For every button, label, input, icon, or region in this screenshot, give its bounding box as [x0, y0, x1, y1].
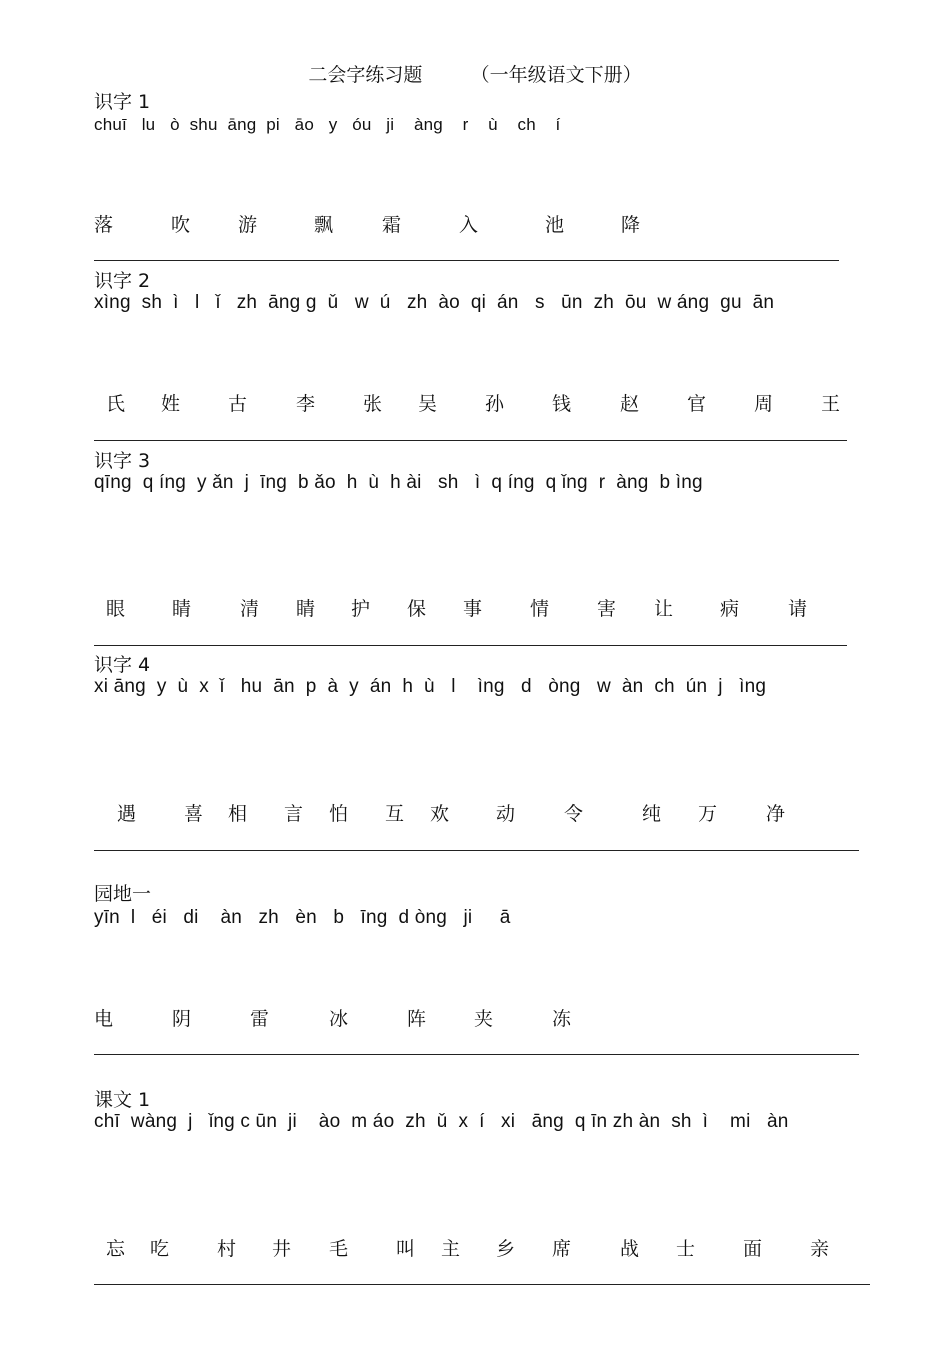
answer-rule: [94, 260, 839, 261]
char: 阴: [172, 1008, 192, 1030]
char: 事: [463, 598, 483, 620]
section-heading: 识字 1: [94, 91, 151, 113]
char: 霜: [382, 214, 402, 236]
char: 遇: [117, 803, 137, 825]
char: 氏: [106, 393, 126, 415]
answer-rule: [94, 850, 859, 851]
char: 毛: [329, 1238, 349, 1260]
char: 钱: [552, 393, 572, 415]
char: 面: [743, 1238, 763, 1260]
char: 周: [754, 393, 774, 415]
char: 病: [720, 598, 740, 620]
char: 请: [788, 598, 808, 620]
char: 让: [654, 598, 674, 620]
char: 喜: [184, 803, 204, 825]
char: 害: [597, 598, 617, 620]
answer-rule: [94, 440, 847, 441]
char: 吹: [171, 214, 191, 236]
char: 保: [407, 598, 427, 620]
char: 欢: [430, 803, 450, 825]
pinyin-line: chī wàng j ǐng c ūn ji ào m áo zh ǔ x í xi āng q īn zh àn sh ì mi àn: [94, 1111, 789, 1132]
char: 赵: [620, 393, 640, 415]
char: 冰: [329, 1008, 349, 1030]
pinyin-line: xìng sh ì l ǐ zh āng g ǔ w ú zh ào qi án s ūn zh ōu w áng gu ān: [94, 292, 775, 313]
char: 情: [530, 598, 550, 620]
char: 冻: [552, 1008, 572, 1030]
char: 席: [552, 1238, 572, 1260]
char: 池: [545, 214, 565, 236]
pinyin-line: chuī lu ò shu āng pi āo y óu ji àng r ù ch í: [94, 115, 561, 134]
char: 忘: [106, 1238, 126, 1260]
char: 眼: [106, 598, 126, 620]
pinyin-line: xi āng y ù x ǐ hu ān p à y án h ù l ìng d òng w àn ch ún j ìng: [94, 676, 767, 697]
char: 王: [821, 393, 841, 415]
char: 官: [687, 393, 707, 415]
char: 亲: [810, 1238, 830, 1260]
answer-rule: [94, 645, 847, 646]
char: 古: [228, 393, 248, 415]
char: 雷: [250, 1008, 270, 1030]
char: 飘: [314, 214, 334, 236]
char: 夹: [474, 1008, 494, 1030]
section-heading: 识字 4: [94, 654, 151, 676]
pinyin-line: qīng q íng y ǎn j īng b ǎo h ù h ài sh ì q íng q ǐng r àng b ìng: [94, 472, 703, 493]
section-heading: 课文 1: [94, 1089, 151, 1111]
char: 乡: [496, 1238, 516, 1260]
pinyin-line: yīn l éi di àn zh èn b īng d òng ji ā: [94, 907, 511, 928]
answer-rule: [94, 1054, 859, 1055]
char: 井: [272, 1238, 292, 1260]
char: 游: [238, 214, 258, 236]
section-heading: 识字 2: [94, 270, 151, 292]
section-heading: 园地一: [94, 883, 152, 905]
char: 张: [363, 393, 383, 415]
char: 怕: [329, 803, 349, 825]
char: 阵: [407, 1008, 427, 1030]
char: 吃: [150, 1238, 170, 1260]
char: 战: [620, 1238, 640, 1260]
char: 姓: [161, 393, 181, 415]
char: 李: [296, 393, 316, 415]
char: 护: [351, 598, 371, 620]
char: 孙: [485, 393, 505, 415]
char: 清: [240, 598, 260, 620]
char: 吴: [418, 393, 438, 415]
char: 电: [94, 1008, 114, 1030]
char: 主: [441, 1238, 461, 1260]
char: 睛: [172, 598, 192, 620]
page-title: 二会字练习题 （一年级语文下册）: [308, 64, 642, 86]
char: 睛: [296, 598, 316, 620]
char: 叫: [396, 1238, 416, 1260]
char: 动: [496, 803, 516, 825]
char: 相: [228, 803, 248, 825]
answer-rule: [94, 1284, 870, 1285]
char: 万: [698, 803, 718, 825]
char: 互: [385, 803, 405, 825]
char: 村: [217, 1238, 237, 1260]
char: 降: [621, 214, 641, 236]
char: 士: [676, 1238, 696, 1260]
char: 净: [766, 803, 786, 825]
char: 入: [459, 214, 479, 236]
section-heading: 识字 3: [94, 450, 151, 472]
char: 言: [284, 803, 304, 825]
char: 落: [94, 214, 114, 236]
char: 纯: [642, 803, 662, 825]
char: 令: [564, 803, 584, 825]
